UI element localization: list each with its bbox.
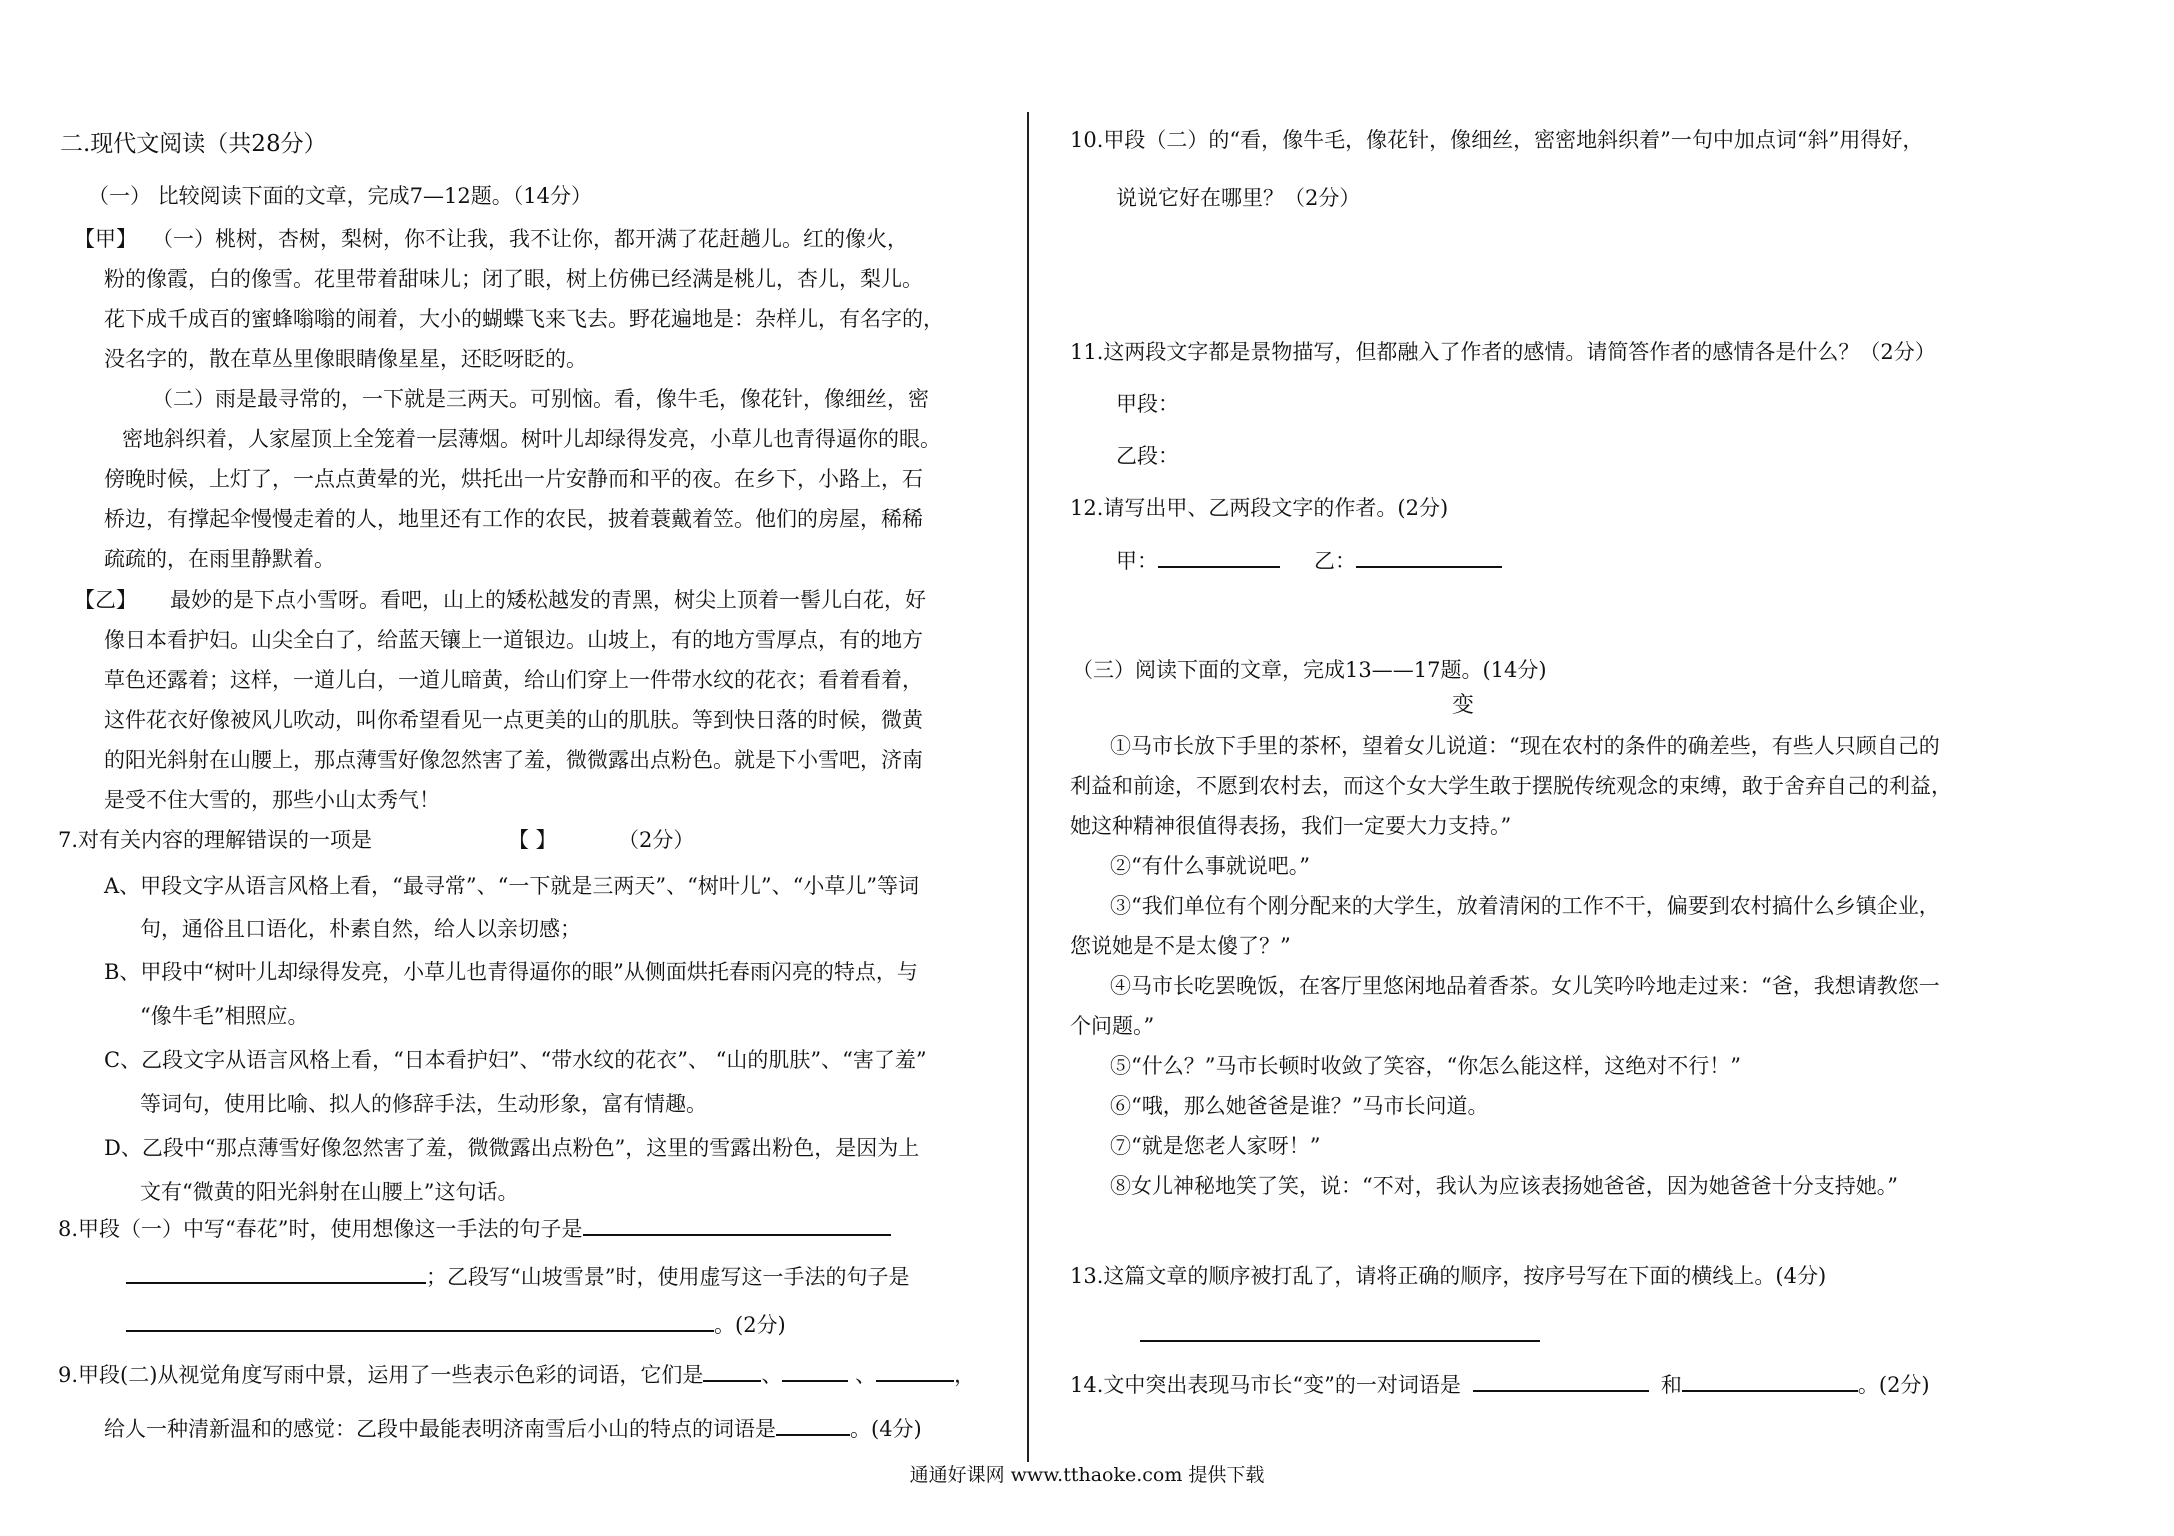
q11: 11.这两段文字都是景物描写，但都融入了作者的感情。请简答作者的感情各是什么？（2分） [1070,340,1936,364]
q8-line3 [126,1310,786,1339]
q9-prompt: 9.甲段(二)从视觉角度写雨中景，运用了一些表示色彩的词语，它们是 [58,1363,704,1387]
jia-p2-line: 疏疏的，在雨里静默着。 [104,547,335,571]
story-para-1: ①马市长放下手里的茶杯，望着女儿说道：“现在农村的条件的确差些，有些人只顾自己的 [1110,734,1940,758]
story-para-3: ③“我们单位有个刚分配来的大学生，放着清闲的工作不干，偏要到农村搞什么乡镇企业， [1110,894,1940,918]
jia-p2-line: 密地斜织着，人家屋顶上全笼着一层薄烟。树叶儿却绿得发亮，小草儿也青得逼你的眼。 [122,427,941,451]
q9-separator: 、 [761,1363,783,1387]
q8-answer-blank-2[interactable] [126,1262,426,1284]
q7-option-c: C、乙段文字从语言风格上看，“日本看护妇”、“带水纹的花衣”、 “山的肌肤”、“害了羞” [104,1048,927,1072]
q8-line2 [126,1262,909,1291]
story-para-4: ④马市长吃罢晚饭，在客厅里悠闲地品着香茶。女儿笑吟吟地走过来：“爸，我想请教您一 [1110,974,1940,998]
jia-p2-line: （二）雨是最寻常的，一下就是三两天。可别恼。看，像牛毛，像花针，像细丝，密 [152,387,929,411]
jia-p1-line: （一）桃树，杏树，梨树，你不让我，我不让你，都开满了花赶趟儿。红的像火， [152,227,908,251]
story-para-2: ②“有什么事就说吧。” [1110,854,1310,878]
q9-answer-blank-3[interactable] [876,1360,954,1382]
q12-jia-blank[interactable] [1158,546,1280,568]
q12-yi-blank[interactable] [1356,546,1502,568]
q8-answer-blank-1[interactable] [583,1214,891,1236]
column-divider [1027,112,1029,1462]
story-para-3-cont: 您说她是不是太傻了？” [1070,934,1291,958]
q8-line1 [58,1214,891,1243]
q8-score: 。(2分) [714,1313,786,1337]
yi-line: 是受不住大雪的，那些小山太秀气！ [104,788,440,812]
q9-answer-blank-1[interactable] [703,1360,761,1382]
q12: 12.请写出甲、乙两段文字的作者。(2分) [1070,496,1449,520]
q13-answer-blank[interactable] [1140,1320,1540,1342]
part1-intro: （一） 比较阅读下面的文章，完成7—12题。（14分） [88,184,592,208]
footer-source: 通通好课网 www.tthaoke.com 提供下载 [909,1464,1265,1486]
jia-p2-line: 傍晚时候，上灯了，一点点黄晕的光，烘托出一片安静而和平的夜。在乡下，小路上，石 [104,467,923,491]
q13: 13.这篇文章的顺序被打乱了，请将正确的顺序，按序号写在下面的横线上。(4分) [1070,1264,1827,1288]
yi-line: 的阳光斜射在山腰上，那点薄雪好像忽然害了羞，微微露出点粉色。就是下小雪吧，济南 [104,748,923,772]
q12-yi-label: 乙： [1314,549,1356,573]
q7-option-c-cont: 等词句，使用比喻、拟人的修辞手法，生动形象，富有情趣。 [140,1092,707,1116]
q14-score: 。(2分) [1857,1373,1930,1397]
story-para-7: ⑦“就是您老人家呀！” [1110,1134,1321,1158]
q14-and: 和 [1660,1373,1682,1397]
q9-line2 [104,1414,922,1443]
q7-text: 7.对有关内容的理解错误的一项是 [58,828,373,852]
q8-prompt-2: ；乙段写“山坡雪景”时，使用虚写这一手法的句子是 [426,1265,910,1289]
q7-option-d: D、乙段中“那点薄雪好像忽然害了羞，微微露出点粉色”，这里的雪露出粉色，是因为上 [104,1136,920,1160]
q7-answer-bracket[interactable]: 【 】 [508,828,557,852]
q12-jia-label: 甲： [1116,549,1158,573]
q7-option-d-cont: 文有“微黄的阳光斜射在山腰上”这句话。 [140,1180,519,1204]
q14 [1070,1370,1930,1399]
jia-p1-line: 粉的像霞，白的像雪。花里带着甜味儿；闭了眼，树上仿佛已经满是桃儿，杏儿，梨儿。 [104,267,923,291]
jia-p2-line: 桥边，有撑起伞慢慢走着的人，地里还有工作的农民，披着蓑戴着笠。他们的房屋，稀稀 [104,507,923,531]
story-para-8: ⑧女儿神秘地笑了笑，说：“不对，我认为应该表扬她爸爸，因为她爸爸十分支持她。” [1110,1174,1898,1198]
q11-jia-answer[interactable]: 甲段： [1116,392,1179,416]
q9-prompt-2: 给人一种清新温和的感觉：乙段中最能表明济南雪后小山的特点的词语是 [104,1417,776,1441]
q7-score: （2分） [618,828,695,852]
q7-option-b: B、甲段中“树叶儿却绿得发亮，小草儿也青得逼你的眼”从侧面烘托春雨闪亮的特点，与 [104,960,918,984]
yi-label: 【乙】 [74,588,137,612]
q7-option-a-cont: 句，通俗且口语化，朴素自然，给人以亲切感； [140,917,581,941]
jia-label: 【甲】 [74,227,137,251]
q9-answer-blank-4[interactable] [776,1414,850,1436]
story-para-1-cont: 她这种精神很值得表扬，我们一定要大力支持。” [1070,814,1512,838]
q14-prompt: 14.文中突出表现马市长“变”的一对词语是 [1070,1373,1461,1397]
q9-answer-blank-2[interactable] [782,1360,848,1382]
q9-separator: ， [954,1363,976,1387]
q8-prompt: 8.甲段（一）中写“春花”时，使用想像这一手法的句子是 [58,1217,583,1241]
jia-p1-line: 没名字的，散在草丛里像眼睛像星星，还眨呀眨的。 [104,347,587,371]
part3-intro: （三）阅读下面的文章，完成13——17题。(14分) [1072,658,1547,682]
q10-line2: 说说它好在哪里？（2分） [1116,186,1361,210]
q7-option-b-cont: “像牛毛”相照应。 [140,1004,309,1028]
story-para-4-cont: 个问题。” [1070,1014,1155,1038]
q13-answer [1140,1320,1540,1349]
story-title: 变 [1452,693,1475,718]
story-para-5: ⑤“什么？”马市长顿时收敛了笑容，“你怎么能这样，这绝对不行！” [1110,1054,1741,1078]
q11-yi-answer[interactable]: 乙段： [1116,444,1179,468]
q9-score: 。(4分) [850,1417,922,1441]
jia-p1-line: 花下成千成百的蜜蜂嗡嗡的闹着，大小的蝴蝶飞来飞去。野花遍地是：杂样儿，有名字的， [104,307,944,331]
story-para-1-cont: 利益和前途，不愿到农村去，而这个女大学生敢于摆脱传统观念的束缚，敢于舍弃自己的利益， [1070,774,1952,798]
yi-line: 像日本看护妇。山尖全白了，给蓝天镶上一道银边。山坡上，有的地方雪厚点，有的地方 [104,628,923,652]
yi-line: 这件花衣好像被风儿吹动，叫你希望看见一点更美的山的肌肤。等到快日落的时候，微黄 [104,708,923,732]
q12-answers [1116,546,1502,575]
q14-answer-blank-2[interactable] [1682,1370,1858,1392]
q8-answer-blank-3[interactable] [126,1310,714,1332]
section-title: 二.现代文阅读（共28分） [60,131,327,157]
q9-line1 [58,1360,975,1389]
q9-separator: 、 [848,1363,877,1387]
q7-option-a: A、甲段文字从语言风格上看，“最寻常”、“一下就是三两天”、“树叶儿”、“小草儿”等词 [104,874,920,898]
q10-line1: 10.甲段（二）的“看，像牛毛，像花针，像细丝，密密地斜织着”一句中加点词“斜”用得好， [1070,128,1924,152]
story-para-6: ⑥“哦，那么她爸爸是谁？”马市长问道。 [1110,1094,1489,1118]
yi-line: 最妙的是下点小雪呀。看吧，山上的矮松越发的青黑，树尖上顶着一髻儿白花，好 [170,588,926,612]
q14-answer-blank-1[interactable] [1473,1370,1649,1392]
yi-line: 草色还露着；这样，一道儿白，一道儿暗黄，给山们穿上一件带水纹的花衣；看着看着， [104,668,923,692]
